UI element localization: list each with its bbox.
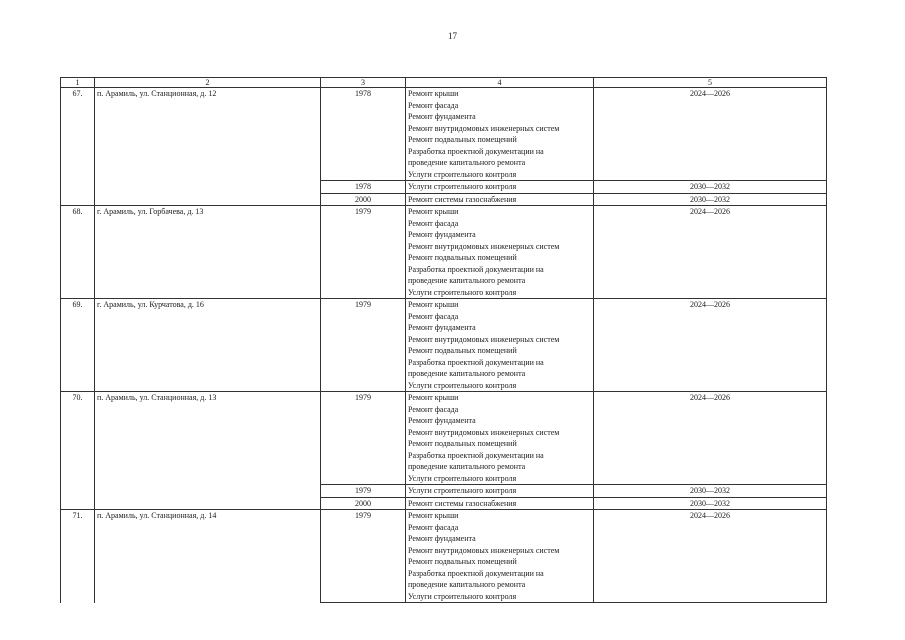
work-item: проведение капитального ремонта [408, 462, 526, 471]
work-item: Разработка проектной документации на [408, 450, 544, 460]
row-number: 70. [61, 392, 95, 510]
period-cell: 2024—2026 [594, 510, 827, 603]
work-item: Ремонт крыши [408, 300, 459, 309]
row-number: 67. [61, 88, 95, 206]
year-cell: 1979 [321, 392, 406, 485]
period-cell: 2030—2032 [594, 181, 827, 194]
period-cell: 2024—2026 [594, 88, 827, 181]
year-cell: 1979 [321, 206, 406, 299]
header-cell-5: 5 [594, 78, 827, 88]
works-cell [406, 485, 594, 498]
work-item: Ремонт внутридомовых инженерных систем [408, 334, 560, 344]
works-cell [406, 193, 594, 206]
table-row [61, 510, 827, 603]
works-cell [406, 497, 594, 510]
work-item: Разработка проектной документации на [408, 357, 544, 367]
page-number: 17 [448, 31, 457, 41]
work-item: Разработка проектной документации на [408, 264, 544, 274]
work-item: Услуги строительного контроля [408, 380, 517, 390]
header-cell-1: 1 [61, 78, 95, 88]
work-item: Разработка проектной документации на [408, 146, 544, 156]
work-item: Ремонт фасада [408, 311, 459, 321]
year-cell: 1978 [321, 181, 406, 194]
work-item: Ремонт крыши [408, 207, 459, 216]
period-cell: 2024—2026 [594, 299, 827, 392]
work-item: Ремонт крыши [408, 511, 459, 520]
works-cell [406, 510, 594, 603]
work-item: Ремонт фундамента [408, 230, 476, 239]
header-cell-2: 2 [95, 78, 321, 88]
address-cell: г. Арамиль, ул. Курчатова, д. 16 [95, 299, 321, 392]
work-item: Ремонт фасада [408, 100, 459, 110]
works-cell [406, 88, 594, 181]
work-item: Услуги строительного контроля [408, 182, 517, 191]
year-cell: 2000 [321, 497, 406, 510]
work-item: проведение капитального ремонта [408, 580, 526, 589]
address-cell: п. Арамиль, ул. Станционная, д. 12 [95, 88, 321, 206]
address-cell: г. Арамиль, ул. Горбачева, д. 13 [95, 206, 321, 299]
period-cell: 2030—2032 [594, 485, 827, 498]
works-cell [406, 392, 594, 485]
work-item: Услуги строительного контроля [408, 287, 517, 297]
year-cell: 1978 [321, 88, 406, 181]
work-item: Ремонт внутридомовых инженерных систем [408, 241, 560, 251]
year-cell: 1979 [321, 299, 406, 392]
header-cell-4: 4 [406, 78, 594, 88]
table-body [61, 78, 827, 603]
work-item: Ремонт фундамента [408, 534, 476, 543]
work-item: Ремонт внутридомовых инженерных систем [408, 545, 560, 555]
work-item: Ремонт подвальных помещений [408, 346, 517, 355]
period-cell: 2030—2032 [594, 193, 827, 206]
address-cell: п. Арамиль, ул. Станционная, д. 13 [95, 392, 321, 510]
work-item: Ремонт внутридомовых инженерных систем [408, 427, 560, 437]
work-item: Ремонт подвальных помещений [408, 135, 517, 144]
work-item: Услуги строительного контроля [408, 591, 517, 601]
work-item: Ремонт фундамента [408, 416, 476, 425]
work-item: Ремонт внутридомовых инженерных систем [408, 123, 560, 133]
work-item: Ремонт фасада [408, 218, 459, 228]
work-item: Разработка проектной документации на [408, 568, 544, 578]
period-cell: 2024—2026 [594, 206, 827, 299]
work-item: Услуги строительного контроля [408, 473, 517, 483]
works-cell [406, 181, 594, 194]
work-item: Ремонт крыши [408, 393, 459, 402]
works-cell [406, 299, 594, 392]
period-cell: 2024—2026 [594, 392, 827, 485]
work-item: проведение капитального ремонта [408, 276, 526, 285]
table-row [61, 392, 827, 485]
work-item: Ремонт подвальных помещений [408, 253, 517, 262]
year-cell: 1979 [321, 485, 406, 498]
year-cell: 2000 [321, 193, 406, 206]
work-item: Ремонт крыши [408, 89, 459, 98]
period-cell: 2030—2032 [594, 497, 827, 510]
work-item: проведение капитального ремонта [408, 158, 526, 167]
header-row [61, 78, 827, 88]
work-item: Ремонт подвальных помещений [408, 439, 517, 448]
row-number: 68. [61, 206, 95, 299]
work-item: Услуги строительного контроля [408, 486, 517, 495]
table-row [61, 206, 827, 299]
work-item: Ремонт фасада [408, 522, 459, 532]
address-cell: п. Арамиль, ул. Станционная, д. 14 [95, 510, 321, 603]
work-item: Ремонт системы газоснабжения [408, 498, 517, 508]
work-item: Ремонт фундамента [408, 323, 476, 332]
work-item: Ремонт системы газоснабжения [408, 194, 517, 204]
works-cell [406, 206, 594, 299]
work-item: проведение капитального ремонта [408, 369, 526, 378]
work-item: Ремонт фасада [408, 404, 459, 414]
work-item: Ремонт фундамента [408, 112, 476, 121]
table-row [61, 299, 827, 392]
row-number: 69. [61, 299, 95, 392]
row-number: 71. [61, 510, 95, 603]
header-cell-3: 3 [321, 78, 406, 88]
year-cell: 1979 [321, 510, 406, 603]
capital-repair-table [60, 77, 827, 603]
work-item: Ремонт подвальных помещений [408, 557, 517, 566]
work-item: Услуги строительного контроля [408, 169, 517, 179]
table-row [61, 88, 827, 181]
